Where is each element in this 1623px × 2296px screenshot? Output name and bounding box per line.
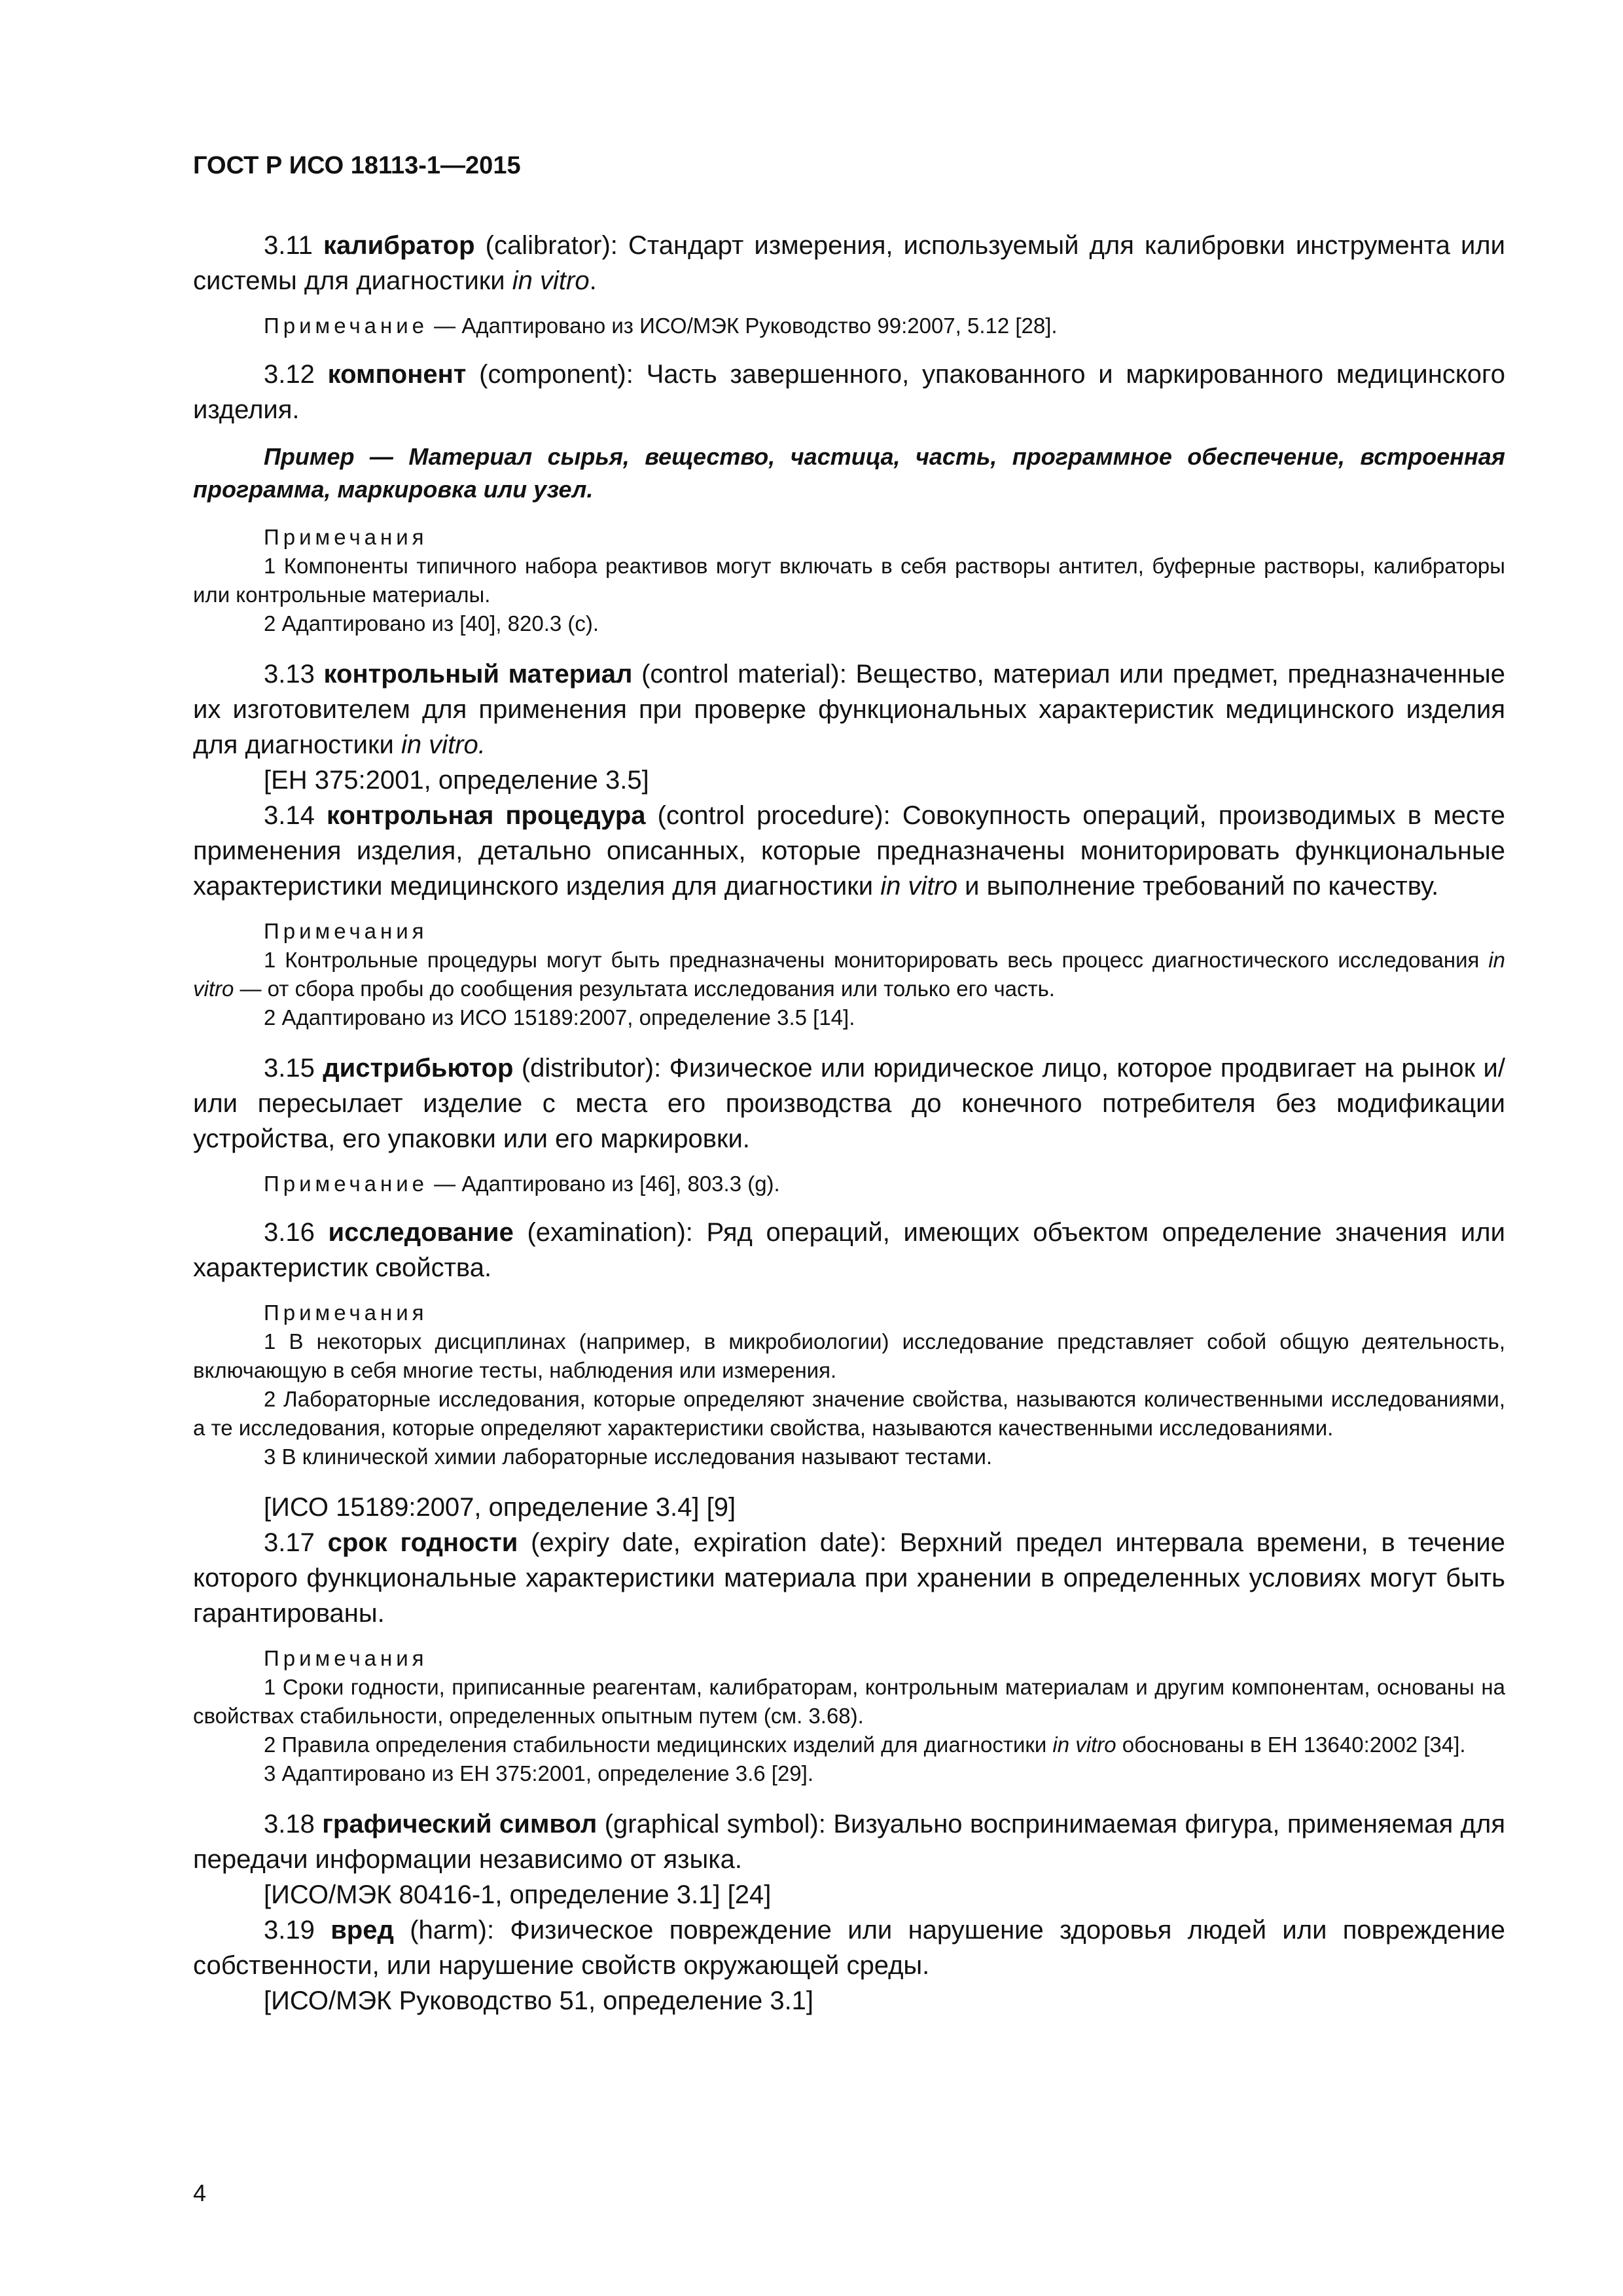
term-english: (distributor): [521,1054,662,1083]
term-3-18 [193,1806,1505,1877]
term-english: (control material): [641,660,847,689]
reference-3-16: [ИСО 15189:2007, определение 3.4] [9] [264,1493,736,1522]
term-number: 3.11 [264,231,313,260]
term-definition: Верхний предел интервала времени, в течение которого функциональные характеристики материала при хранении в определенных условиях могут быть гарантированы. [193,1528,1505,1628]
term-definition: Часть завершенного, упакованного и маркированного медицинского изделия. [193,360,1505,424]
note-text: обоснованы в ЕН 13640:2002 [34]. [1116,1732,1466,1757]
note-3-15 [193,1170,1505,1198]
term-number: 3.15 [264,1054,315,1083]
notes-3-16 [193,1299,1505,1471]
term-number: 3.17 [264,1528,315,1557]
notes-label: Примечания [264,919,428,943]
term-name: графический символ [322,1810,597,1839]
term-definition: Физическое или юридическое лицо, которое продвигает на рынок и/или пересылает изделие с места его производства до конечного потребителя без модификации устройства, его упаковки или его маркировки. [193,1054,1505,1153]
note-text: — от сбора пробы до сообщения результата исследования или только его часть. [234,977,1055,1001]
term-definition: Вещество, материал или предмет, предназначенные их изготовителем для применения при проверке функциональных характеристик медицинского изделия для диагностики [193,660,1505,759]
note-text: 2 Правила определения стабильности медицинских изделий для диагностики [264,1732,1053,1757]
notes-3-17 [193,1644,1505,1788]
note-item: 1 В некоторых дисциплинах (например, в микробиологии) исследование представляет собой общую деятельность, включающую в себя многие тесты, наблюдения или измерения. [193,1329,1505,1382]
term-name: срок годности [327,1528,518,1557]
note-item: 1 Сроки годности, приписанные реагентам, калибраторам, контрольным материалам и другим компонентам, основаны на свойствах стабильности, определенных опытным путем (см. 3.68). [193,1675,1505,1728]
reference-3-18: [ИСО/МЭК 80416-1, определение 3.1] [24] [264,1880,772,1909]
term-english: (graphical symbol): [604,1810,826,1839]
term-definition: Стандарт измерения, используемый для калибровки инструмента или системы для диагностики [193,231,1505,295]
term-name: компонент [327,360,467,389]
term-number: 3.14 [264,801,315,830]
term-definition: Физическое повреждение или нарушение здоровья людей или повреждение собственности, или нарушение свойств окружающей среды. [193,1916,1505,1980]
term-3-17 [193,1525,1505,1631]
note-item: 1 Компоненты типичного набора реактивов могут включать в себя растворы антител, буферные растворы, калибраторы или контрольные материалы. [193,554,1505,607]
term-number: 3.12 [264,360,315,389]
term-definition: Ряд операций, имеющих объектом определение значения или характеристик свойства. [193,1218,1505,1282]
term-3-11 [193,228,1505,298]
note-item: 2 Адаптировано из [40], 820.3 (с). [264,611,599,636]
document-header: ГОСТ Р ИСО 18113-1—2015 [193,152,521,179]
note-3-11 [193,312,1505,340]
note-item [193,1731,1505,1759]
term-number: 3.19 [264,1916,315,1945]
note-item: 3 В клинической химии лабораторные исследования называют тестами. [264,1444,993,1469]
term-3-19 [193,1912,1505,1983]
term-number: 3.18 [264,1810,315,1839]
note-item [193,946,1505,1003]
term-definition: Совокупность операций, производимых в месте применения изделия, детально описанных, которые предназначены мониторировать функциональные характеристики медицинского изделия для диагностики [193,801,1505,901]
term-english: (control procedure): [657,801,891,830]
note-italic: in vitro [1052,1732,1116,1757]
note-item: 2 Адаптировано из ИСО 15189:2007, определение 3.5 [14]. [264,1005,855,1030]
term-english: (calibrator): [485,231,618,260]
notes-label: Примечания [264,1646,428,1670]
term-name: контрольная процедура [326,801,646,830]
note-text: — Адаптировано из ИСО/МЭК Руководство 99:2007, 5.12 [28]. [428,314,1058,338]
note-text: — Адаптировано из [46], 803.3 (g). [428,1172,780,1196]
term-3-14 [193,798,1505,904]
term-definition: Визуально воспринимаемая фигура, применяемая для передачи информации независимо от языка. [193,1810,1506,1874]
note-italic: in vitro [193,948,1505,1001]
term-3-12 [193,357,1505,427]
term-name: контрольный материал [323,660,633,689]
term-italic: in vitro. [401,730,486,759]
term-number: 3.16 [264,1218,315,1247]
notes-3-12 [193,523,1505,638]
term-english: (component): [479,360,633,389]
term-3-15 [193,1050,1505,1157]
term-name: исследование [328,1218,514,1247]
term-english: (examination): [527,1218,693,1247]
term-3-16 [193,1215,1505,1285]
note-item: 3 Адаптировано из ЕН 375:2001, определение 3.6 [29]. [264,1761,814,1785]
notes-label: Примечания [264,1300,428,1325]
term-english: (harm): [410,1916,495,1945]
notes-label: Примечания [264,525,428,549]
notes-3-14 [193,917,1505,1032]
term-end: . [589,266,597,295]
note-item: 2 Лабораторные исследования, которые определяют значение свойства, называются количественными исследованиями, а те исследования, которые определяют характеристики свойства, называются качественными исследованиями. [193,1387,1505,1440]
term-english: (expiry date, expiration date): [531,1528,887,1557]
term-italic: in vitro [880,872,957,901]
term-name: вред [330,1916,394,1945]
page-number: 4 [193,2179,207,2206]
term-name: дистрибьютор [323,1054,514,1083]
term-name: калибратор [323,231,475,260]
term-number: 3.13 [264,660,315,689]
term-italic: in vitro [512,266,590,295]
note-label: Примечание [264,1172,429,1196]
reference-3-13: [ЕН 375:2001, определение 3.5] [264,766,649,795]
reference-3-19: [ИСО/МЭК Руководство 51, определение 3.1] [264,1986,814,2015]
note-label: Примечание [264,314,429,338]
term-3-13 [193,656,1505,762]
term-definition-end: и выполнение требований по качеству. [957,872,1439,901]
note-text: 1 Контрольные процедуры могут быть предназначены мониторировать весь процесс диагностического исследования [264,948,1489,972]
document-page [193,151,1505,2018]
example-3-12: Пример — Материал сырья, вещество, частица, часть, программное обеспечение, встроенная программа, маркировка или узел. [193,443,1505,503]
